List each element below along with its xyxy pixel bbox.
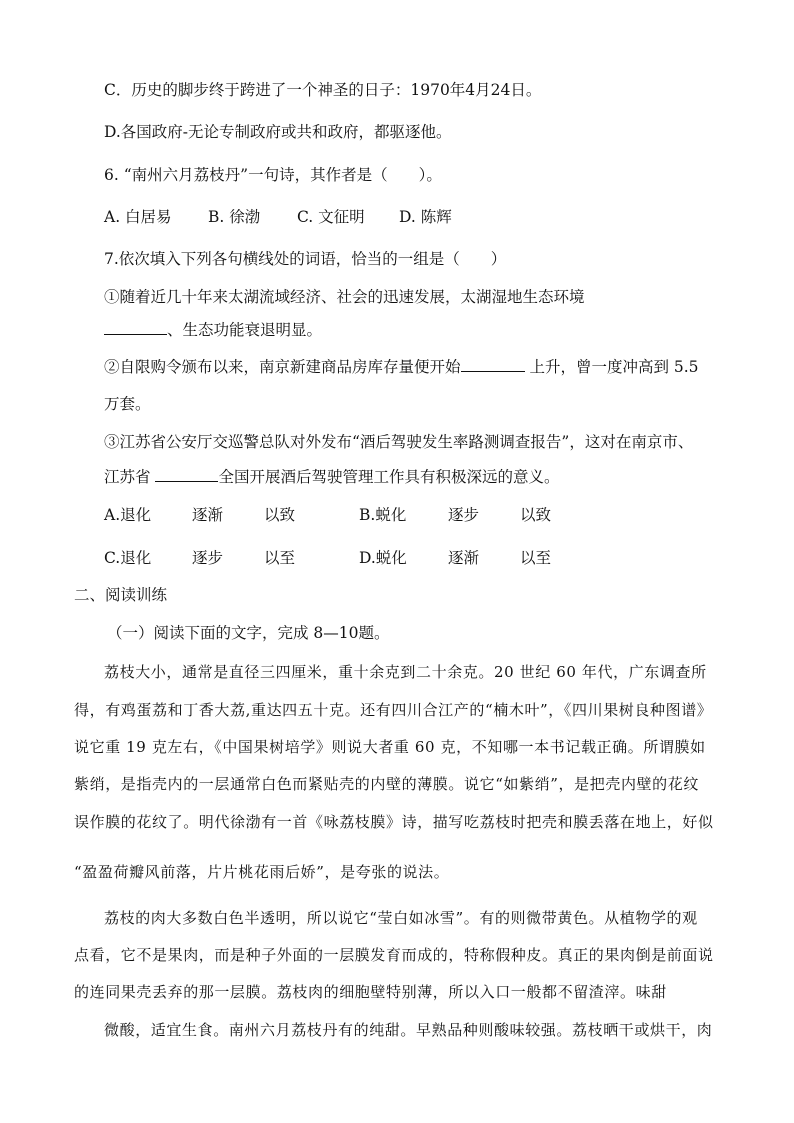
passage-2-line-4: 微酸，适宜生食。南州六月荔枝丹有的纯甜。早熟品种则酸味较强。荔枝晒干或烘干，肉: [104, 1021, 713, 1039]
passage-1-line-3: 说它重 19 克左右，《中国果树培学》则说大者重 60 克，不知哪一本书记载正确。所谓膜如: [74, 738, 706, 756]
sentence-2-part-a: [104, 357, 699, 377]
passage-1-line-6: “盈盈荷瓣风前落，片片桃花雨后娇”，是夸张的说法。: [74, 863, 450, 881]
question-7-options-row-1: [104, 505, 551, 525]
sentence-2-head: ②自限购令颁布以来，南京新建商品房库存量便开始: [104, 358, 461, 376]
sentence-1-part-a: ①随着近几十年来太湖流域经济、社会的迅速发展，太湖湿地生态环境: [104, 288, 585, 306]
sentence-3-part-b: [104, 467, 559, 487]
q7-option-d-word-2: 逐渐: [448, 549, 480, 567]
question-5-option-d: D.各国政府-无论专制政府或共和政府，都驱逐他。: [104, 123, 452, 141]
passage-1-line-5: 误作膜的花纹了。明代徐渤有一首《咏荔枝膜》诗，描写吃荔枝时把壳和膜丢落在地上，好似: [74, 813, 714, 831]
q6-option-b: B. 徐渤: [208, 208, 261, 226]
q6-option-c: C. 文征明: [297, 208, 365, 226]
fill-blank-1: [104, 320, 167, 335]
question-6-options: [104, 207, 452, 227]
passage-2-line-1: 荔枝的肉大多数白色半透明，所以说它“莹白如冰雪”。有的则微带黄色。从植物学的观: [104, 909, 698, 927]
passage-2-line-2: 点看，它不是果肉，而是种子外面的一层膜发育而成的，特称假种皮。真正的果肉倒是前面说: [74, 946, 714, 964]
passage-2-line-3: 的连同果壳丢弃的那一层膜。荔枝肉的细胞壁特别薄，所以入口一般都不留渣滓。味甜: [74, 983, 667, 1001]
q7-option-d-word-1: D.蜕化: [359, 549, 407, 567]
q7-option-d-word-3: 以至: [520, 549, 552, 567]
q7-option-b-word-2: 逐步: [448, 506, 480, 524]
q7-option-a-word-3: 以致: [264, 506, 296, 524]
reading-part-1-instruction: （一）阅读下面的文字，完成 8—10题。: [107, 624, 390, 642]
q6-option-a: A. 白居易: [104, 208, 172, 226]
sentence-3-tail: 全国开展酒后驾驶管理工作具有积极深远的意义。: [218, 468, 560, 486]
fill-blank-3: [155, 467, 218, 482]
section-heading-reading: 二、阅读训练: [74, 586, 168, 604]
question-7-stem: 7.依次填入下列各句横线处的词语，恰当的一组是（ ）: [104, 250, 507, 268]
passage-1-line-4: 紫绡，是指壳内的一层通常白色而紧贴壳的内壁的薄膜。说它“如紫绡”，是把壳内壁的花纹: [74, 775, 699, 793]
sentence-3-head: 江苏省: [104, 468, 156, 486]
question-6-stem: 6. “南州六月荔枝丹”一句诗，其作者是（ ）。: [104, 166, 442, 184]
question-7-options-row-2: [104, 548, 551, 568]
q6-option-d: D. 陈辉: [399, 208, 452, 226]
sentence-2-tail: 上升，曾一度冲高到 5.5: [524, 358, 699, 376]
sentence-2-part-b: 万套。: [104, 395, 151, 413]
q7-option-c-word-2: 逐步: [192, 549, 224, 567]
question-5-option-c: C．历史的脚步终于跨进了一个神圣的日子：1970年4月24日。: [104, 81, 542, 99]
passage-1-line-2: 得，有鸡蛋荔和丁香大荔,重达四五十克。还有四川合江产的“楠木叶”，《四川果树良种图谱》: [74, 701, 713, 719]
fill-blank-2: [461, 357, 525, 372]
q7-option-b-word-1: B.蜕化: [359, 506, 407, 524]
sentence-3-part-a: ③江苏省公安厅交巡警总队对外发布“酒后驾驶发生率路测调查报告”，这对在南京市、: [104, 433, 694, 451]
q7-option-a-word-2: 逐渐: [192, 506, 224, 524]
q7-option-c-word-3: 以至: [264, 549, 296, 567]
sentence-1-part-b: [104, 320, 322, 340]
sentence-1-tail: 、生态功能衰退明显。: [167, 321, 323, 339]
passage-1-line-1: 荔枝大小，通常是直径三四厘米，重十余克到二十余克。20 世纪 60 年代，广东调查所: [104, 663, 707, 681]
q7-option-b-word-3: 以致: [520, 506, 552, 524]
q7-option-c-word-1: C.退化: [104, 549, 152, 567]
q7-option-a-word-1: A.退化: [104, 506, 152, 524]
